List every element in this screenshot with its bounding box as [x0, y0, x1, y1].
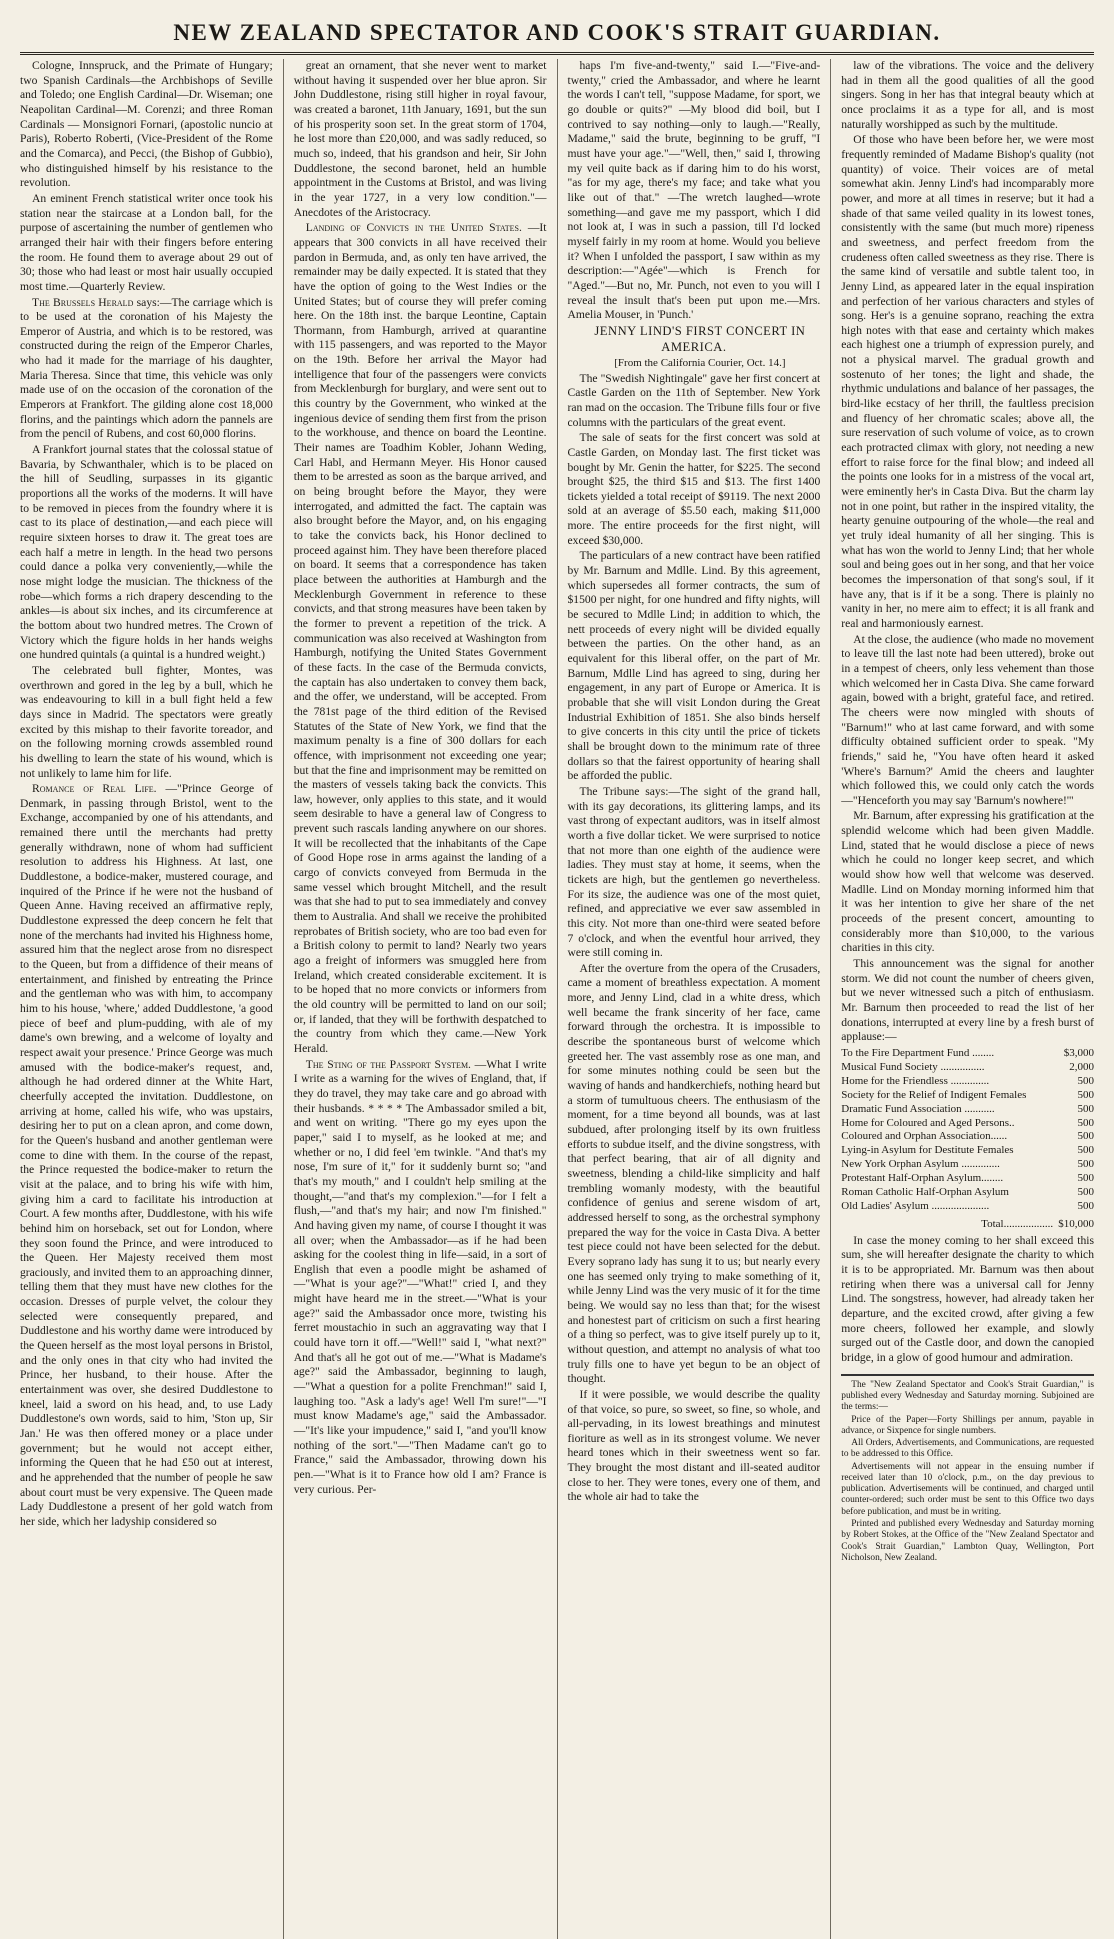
paragraph-heading: The Brussels Herald	[32, 295, 134, 309]
article-credit: [From the California Courier, Oct. 14.]	[614, 356, 786, 369]
paragraph	[20, 664, 273, 781]
paragraph-text: The Tribune says:—The sight of the grand hall, with its gay decorations, its glittering lamps, and its vast throng of expectant auditors, was in itself almost worth a five dollar ticket. We were surprised to notice that not more than one eighth of the audience were ladies. They must stay at home, it seems, when the tickets are high, but the gentlemen go nevertheless. For its size, the audience was one of the most quiet, refined, and appreciative we ever saw assembled in this city. Not more than one-third were seated before 7 o'clock, and when the eventful hour arrived, they were still coming in.	[567, 784, 821, 960]
paragraph	[568, 785, 821, 961]
column-3	[557, 59, 821, 1939]
donation-row	[841, 1061, 1094, 1075]
paragraph-text: Of those who have been before her, we were most frequently reminded of Madame Bishop's quality (not quantity) of voice. Their voices are of metal somewhat akin. Jenny Lind's had incomparably more power, and more at all times in reserve; but it had a shade of that same veiled quality in its lowest tones, consistently with the same (but much more) ripeness and sweetness, and perfect freedom from the crudeness often called sweetness as they rise. There is the same kind of versatile and subtle talent too, in Jenny Lind, as appeared later in the equal inspiration and perfection of her various characters and styles of song. Her's is a genuine soprano, reaching the extra high notes with that ease and certainty which makes each highest one a triumph of expression purely, and not a physical marvel. The gradual growth and sostenuto of her tones; the light and shade, the rhythmic undulations and balance of her passages, the bird-like ecstacy of her thrill, the faultless precision and fluency of her chromatic scales; above all, the sure reservation of such volume of voice, as to crown each protracted climax with glory, not needing a new effort to raise force for the final blow; and indeed all the points one looks for in a mistress of the vocal art, were eminently her's in Casta Diva. But the charm lay not in one point, but rather in the inspired vitality, the hearty genuine outpouring of the whole—the real and yet truly ideal humanity of all her singing. This is what has won the world to Jenny Lind; that her whole soul and being goes out in her song, and that her voice becomes the impersonation of that song's soul, if it have any, that is if it be a song. There is plainly no vanity in her, no mere aim to effect; it is all frank and real and harmoniously earnest.	[841, 133, 1094, 630]
donation-amount: 500	[1077, 1158, 1094, 1171]
column-4	[830, 59, 1094, 1939]
column-2	[283, 59, 547, 1939]
donation-row	[841, 1158, 1094, 1172]
donation-name: Dramatic Fund Association ...........	[841, 1102, 995, 1115]
columns	[20, 59, 1094, 1939]
paragraph-heading: The Sting of the Passport System.	[305, 1057, 471, 1071]
column-4-articles	[841, 59, 1094, 1045]
donation-row	[841, 1144, 1094, 1158]
paragraph-text: At the close, the audience (who made no movement to leave till the last note had been uttered), broke out in a tempest of cheers, only less vehement than those which welcomed her in Casta Diva. She came forward again, bowed with a bright, grateful face, and retired. The cheers were now mingled with shouts of "Barnum!" who at last came forward, and with some difficulty obtained sufficient order to speak. "My friends," said he, "You have often heard it asked 'Where's Barnum?' Amid the cheers and laughter which followed this, we could only catch the words—"Henceforth you may say 'Barnum's nowhere!'"	[841, 632, 1094, 807]
donation-row	[841, 1130, 1094, 1144]
donation-amount: 500	[1077, 1116, 1094, 1129]
paragraph	[568, 59, 821, 323]
donation-name: Roman Catholic Half-Orphan Asylum	[841, 1186, 1009, 1199]
masthead: NEW ZEALAND SPECTATOR AND COOK'S STRAIT GUARDIAN.	[173, 20, 941, 45]
donation-name: Protestant Half-Orphan Asylum........	[841, 1172, 1004, 1185]
donation-name: Old Ladies' Asylum .....................	[841, 1199, 990, 1212]
donation-amount: 500	[1077, 1199, 1094, 1212]
donation-row	[841, 1200, 1094, 1214]
notice-line: Advertisements will not appear in the ensuing number if received later than 10 o'clock, p.m., on the day previous to publication. Advertisements will be continued, and charged until counter-ordered; such order must be sent to this Office two days before publication, and must be in writing.	[841, 1461, 1094, 1517]
paragraph	[841, 133, 1094, 631]
donation-amount: 500	[1077, 1144, 1094, 1157]
donation-row	[841, 1089, 1094, 1103]
paragraph	[568, 549, 821, 784]
paragraph-text: After the overture from the opera of the Crusaders, came a moment of breathless expectation. A moment more, and Jenny Lind, clad in a white dress, which well became the frank sincerity of her face, came forward through the orchestra. It is impossible to describe the spontaneous burst of welcome which greeted her. The vast assembly rose as one man, and for some minutes nothing could be seen but the waving of hands and handkerchiefs, nothing heard but a storm of tumultuous cheers. The enthusiasm of the moment, for a time beyond all bounds, was at last subdued, after prolonging itself by its own fruitless efforts to subdue itself, and the divine songstress, with that perfect bearing, that air of all dignity and sweetness, blending a child-like simplicity and half trembling womanly modesty, with the beautiful confidence of genius and serene wisdom of art, addressed herself to song, as the orchestral symphony prepared the way for the voice in Casta Diva. A better test piece could not have been selected for the debut. Every soprano lady has sung it to us; but nearly every one has seemed only trying to make something of it, while Jenny Lind was the very music of it for the time being. We would say no less than that; for the wisest and honestest part of criticism on such a first hearing of a thing so perfect, was to give itself purely up to it, without question, and attempt no analysis of what too truly fills one to have yet begun to be an object of thought.	[567, 961, 821, 1386]
donation-amount: $3,000	[1063, 1046, 1094, 1059]
paragraph-text: This announcement was the signal for another storm. We did not count the number of cheers given, but we never witnessed such a pitch of enthusiasm. Mr. Barnum then proceeded to read the list of her donations, interrupted at every line by a fresh burst of applause:—	[841, 957, 1094, 1044]
paragraph-text: The "Swedish Nightingale" gave her first concert at Castle Garden on the 11th of September. New York ran mad on the occasion. The Tribune fills four or five columns with the particulars of the great event.	[567, 371, 821, 429]
notice-line: Printed and published every Wednesday and Saturday morning by Robert Stokes, at the Office of the "New Zealand Spectator and Cook's Strait Guardian," Lambton Quay, Wellington, Port Nicholson, New Zealand.	[841, 1519, 1094, 1563]
paragraph-text: —"Prince George of Denmark, in passing through Bristol, went to the Exchange, accompanied by one of his attendants, and remained there until the merchants had pretty generally withdrawn, none of whom had sufficient resolution to address his Highness. At last, one Duddlestone, a bodice-maker, mustered courage, and inquired of the Prince if he were not the husband of Queen Anne. Having received an affirmative reply, Duddlestone expressed the deep concern he felt that none of the merchants had invited his Highness home, assured him that the neglect arose from no disrespect to the Queen, but from a diffidence of their means of entertainment, and finished by entreating the Prince and the gentleman who was with him, to accompany him to his house, 'where,' added Duddlestone, 'a good piece of beef and plum-pudding, with ale of my dame's own brewing, and a welcome of loyalty and respect await your presence.' Prince George was much amused with the bodice-maker's request, and, although he had ordered dinner at the White Hart, cheerfully accepted the invitation. Duddlestone, on arriving at home, called his wife, who was upstairs, desiring her to put on a clean apron, and come down, for the Queen's husband and another gentleman were come to dine with them. In the course of the repast, the Prince requested the bodice-maker to return the visit at the palace, and to bring his wife with him, giving him a card to facilitate his introduction at Court. A few months after, Duddlestone, with his wife behind him on horseback, set out for London, where they soon found the Prince, and were introduced to the Queen. Her Majesty received them most graciously, and invited them to an approaching dinner, telling them that they must have new clothes for the occasion. Dresses of purple velvet, the colour they selected were consequently prepared, and Duddlestone and his worthy dame were introduced by the Queen herself as the most loyal persons in Bristol, and the only ones in that city who had invited the Prince, her husband, to their house. After the entertainment was over, she desired Duddlestone to kneel, laid a sword on his head, and, to use Lady Duddlestone's own words, said to him, 'Ston up, Sir Jan.' He was then offered money or a place under government; but he would not accept either, informing the Queen that he had £50 out at interest, and he apprehended that the number of people he saw about court must be very expensive. The Queen made Lady Duddlestone a present of her gold watch from her side, which her ladyship considered so	[20, 782, 273, 1528]
paragraph-heading: Landing of Convicts in the United States.	[305, 221, 522, 235]
paragraph	[841, 633, 1094, 809]
donation-amount: 2,000	[1069, 1060, 1094, 1073]
paragraph-text: haps I'm five-and-twenty," said I.—"Five-and-twenty," cried the Ambassador, and where he learnt the words I can't tell, "suppose Madame, for sport, we go double or quits?" —My blood did boil, but I contrived to say nothing—only to laugh.—"Really, Madame," said the brute, beginning to be gruff, "I must have your age."—"Well, then," said I, throwing my veil quite back as if daring him to do his worst, "as for my age, there's my face; and take what you like out of that." —The wretch laughed—wrote something—and gave me my passport, which I did not look at, I was in such a passion, till I'd locked myself fairly in my room at home. Would you believe it? When I unfolded the passport, I saw within as my description:—"Agée"—which is French for "Aged."—But no, Mr. Punch, not even to you will I reveal the insult that's been put upon me.—Mrs. Amelia Mouser, in 'Punch.'	[567, 59, 821, 322]
donation-row	[841, 1172, 1094, 1186]
paragraph-text: The particulars of a new contract have been ratified by Mr. Barnum and Mdlle. Lind. By this agreement, which supersedes all former contracts, the sum of $1500 per night, for one hundred and fifty nights, will be secured to Mdlle Lind; in addition to which, the nett proceeds of every night will be divided equally between the parties. On the other hand, as an equivalent for this liberal offer, on the part of Mr. Barnum, Mdlle Lind has agreed to sing, during her engagement, in any part of Europe or America. It is probable that she will visit London during the Great Industrial Exhibition of 1851. She also binds herself to give concerts in this city until the price of tickets shall be brought down to the minimum rate of three dollars so that the fairest opportunity of hearing shall be afforded the public.	[567, 549, 821, 783]
donation-name: Society for the Relief of Indigent Females	[841, 1088, 1027, 1101]
paragraph	[20, 192, 273, 295]
donation-name: Coloured and Orphan Association......	[841, 1130, 1008, 1143]
donation-row	[841, 1047, 1094, 1061]
paragraph-text: If it were possible, we would describe the quality of that voice, so pure, so sweet, so fine, so whole, and all-pervading, in its lowest breathings and minutest fioriture as well as in its strongest volume. We never heard tones which in their sweetness went so far. They brought the most distant and ill-seated auditor close to her. They were tones, every one of them, and the whole air had to take the	[567, 1387, 821, 1504]
paragraph-text: law of the vibrations. The voice and the delivery had in them all the good qualities of all the good singers. Song in her has that integral beauty which at once proclaims it as a type for all, and is most naturally worshipped as such by the multitude.	[841, 59, 1094, 131]
donation-total-amount: $10,000	[1058, 1217, 1094, 1230]
paragraph-text: Mr. Barnum, after expressing his gratification at the splendid welcome which had been given Maddle. Lind, stated that he would disclose a piece of news which he could no longer keep secret, and which would show how well that welcome was deserved. Madlle. Lind on Monday morning informed him that it was her intention to give her share of the net proceeds of the present concert, amounting to considerably more than $10,000, to the various charities in this city.	[841, 809, 1094, 955]
paragraph	[568, 1388, 821, 1505]
paragraph	[20, 443, 273, 663]
donation-name: Home for Coloured and Aged Persons..	[841, 1116, 1015, 1129]
paragraph-text: The sale of seats for the first concert was sold at Castle Garden, on Monday last. The first ticket was bought by Mr. Genin the hatter, for $225. The second brought $25, the third $15 and $13. The first 1400 tickets yielded a total receipt of $9119. The next 2000 sold at an average of $5.50 each, making $11,000 more. The entire proceeds for the first night, will exceed $30,000.	[567, 431, 821, 547]
donation-amount: 500	[1077, 1074, 1094, 1087]
donation-amount: 500	[1077, 1130, 1094, 1143]
column-1	[20, 59, 273, 1939]
paragraph-text: —What I write I write as a warning for the wives of England, that, if they do travel, they may take care and go abroad with their husbands. * * * * The Ambassador smiled a bit, and went on writing. "There go my eyes upon the paper," said I to myself, as he looked at me; and whether or no, I did feel 'em twinkle. "And that's my nose, I'm sure of it," for it suddenly burnt so; "and that's my mouth," and I couldn't help smiling at the thought,—"and that's my complexion."—for I felt a flush,—"and that's my hair; and now I'm finished." And having given my name, of course I thought it was all over; when the Ambassador—as if he had been asking for the coolest thing in life—said, in a sort of English that even a poodle might be ashamed of—"What is your age?"—"What!" cried I, and they might have heard me in the street.—"What is your age?" said the Ambassador once more, twisting his ferret moustachio in such an aggravating way that I could have torn it off.—"Well!" said I, "what next?" And that's all he got out of me.—"What is Madame's age?" said the Ambassador, beginning to laugh,—"What a question for a polite Frenchman!" said I, laughing too. "Ask a lady's age! Well I'm sure!"—"I must know Madame's age," said the Ambassador.—"It's like your impudence," said I, "and you'll know nothing of the sort."—"Then Madame can't go to France," said the Ambassador, throwing down his pen.—"What is it to France how old I am? France is very curious. Per-	[293, 1057, 547, 1496]
paragraph	[841, 59, 1094, 132]
article-title: JENNY LIND'S FIRST CONCERT IN AMERICA.	[594, 323, 806, 354]
donation-name: New York Orphan Asylum ..............	[841, 1158, 1000, 1171]
donation-name: Musical Fund Society ................	[841, 1060, 985, 1073]
paragraph-heading: Romance of Real Life.	[32, 782, 157, 796]
donation-row	[841, 1117, 1094, 1131]
paragraph	[20, 296, 273, 443]
donation-amount: 500	[1077, 1088, 1094, 1101]
paragraph	[841, 957, 1094, 1045]
notice-line: The "New Zealand Spectator and Cook's Strait Guardian," is published every Wednesday and Saturday morning. Subjoined are the terms:—	[841, 1379, 1094, 1413]
paragraph-text: In case the money coming to her shall exceed this sum, she will hereafter designate the charity to which it is to be appropriated. Mr. Barnum was then about retiring when there was a universal call for Jenny Lind. The songstress, however, had already taken her departure, and the excited crowd, after giving a few more cheers, followed her example, and slowly surged out of the Castle door, and down the canopied bridge, in a glow of good humour and admiration.	[841, 1233, 1094, 1364]
donation-total-row	[841, 1214, 1094, 1232]
paragraph-text: An eminent French statistical writer once took his station near the staircase at a London ball, for the purpose of ascertaining the number of gentlemen who arranged their hair with their fingers before entering the room. He found them to average about 29 out of 30; those who had least or most hair usually occupied most time.—Quarterly Review.	[20, 191, 273, 293]
paragraph	[294, 221, 547, 1056]
donation-row	[841, 1186, 1094, 1200]
donation-total-label: Total..................	[981, 1217, 1054, 1230]
notice-line: Price of the Paper—Forty Shillings per annum, payable in advance, or Sixpence for single numbers.	[841, 1414, 1094, 1436]
paragraph	[568, 431, 821, 548]
paragraph	[841, 1234, 1094, 1366]
donation-amount: 500	[1077, 1186, 1094, 1199]
paragraph	[20, 782, 273, 1529]
column-4-after	[841, 1234, 1094, 1366]
paragraph	[841, 809, 1094, 956]
donation-row	[841, 1075, 1094, 1089]
paragraph-text: Cologne, Innspruck, and the Primate of Hungary; two Spanish Cardinals—the Archbishops of Seville and Toledo; one English Cardinal—Dr. Wiseman; one Neapolitan Cardinal—M. Corenzi; and three Roman Cardinals — Monsignori Fornari, (apostolic nuncio at Paris), Roberto Roberti, (Vice-President of the Rome and the Comarca), and Pecci, (the Bishop of Gubbio), who distinguished himself by his resistance to the revolution.	[20, 59, 273, 190]
paragraph-text: great an ornament, that she never went to market without having it suspended over her blue apron. Sir John Duddlestone, rising still higher in royal favour, was created a baronet, 11th January, 1691, but the sun of his prosperity soon set. In the great storm of 1704, he lost more than £20,000, and was sadly reduced, so much so, indeed, that his grandson and heir, Sir John Duddlestone, the second baronet, held an humble appointment in the Customs at Bristol, and was living in the year 1727, in a very low condition."—Anecdotes of the Aristocracy.	[293, 59, 547, 219]
paragraph	[20, 59, 273, 191]
paragraph	[294, 59, 547, 220]
donation-name: Home for the Friendless ..............	[841, 1074, 990, 1087]
notice-line: All Orders, Advertisements, and Communications, are requested to be addressed to this Office.	[841, 1438, 1094, 1460]
publication-notice	[841, 1374, 1094, 1565]
paragraph	[568, 372, 821, 431]
donation-name: Lying-in Asylum for Destitute Females	[841, 1144, 1014, 1157]
paragraph	[568, 962, 821, 1387]
donation-name: To the Fire Department Fund ........	[841, 1046, 995, 1059]
paragraph	[294, 1058, 547, 1498]
donation-amount: 500	[1077, 1102, 1094, 1115]
donations-table	[841, 1047, 1094, 1232]
paragraph-text: —It appears that 300 convicts in all have received their pardon in Bermuda, and, as only ten have arrived, the remainder may be daily expected. It is stated that they have the option of going to the West Indies or the United States; but of course they will prefer coming here. On the 18th inst. the barque Leontine, Captain Thormann, from Hamburgh, arrived at quarantine with 115 passengers, and was reported to the Mayor on the 19th. Before her arrival the Mayor had intelligence that four of the passengers were convicts from Mecklenburgh for burglary, and were sent out to this country by the Government, who winked at the ingenious device of sending them first from the prison to the workhouse, and thence on board the Leontine. Their names are Toadhim Kobler, Johann Weding, Carl Habl, and Hermann Meyer. His Honor caused them to be arrested as soon as the barque arrived, and on being brought before the Mayor, they were interrogated, and admitted the fact. The captain was also brought before the Mayor, and, on his engaging to take the convicts back, his Honor declined to proceed against him. They have been therefore placed on board. It seems that a correspondence has taken place between the authorities at Hamburgh and the Mecklenburgh Government in reference to these convicts, and that strong measures have been taken by the former to prevent a repetition of the trick. A communication was also received at Washington from Hamburgh, notifying the United States Government of these facts. In the case of the Bermuda convicts, the captain has also undertaken to convey them back, and the offer, we understand, will be accepted. From the 781st page of the third edition of the Revised Statutes of the State of New York, we find that the maximum penalty is a fine of 300 dollars for each offence, with imprisonment not exceeding one year; but that the fine and imprisonment may be remitted on the masters of vessels taking back the convicts. This law, however, only applies to this state, and it would seem desirable to have a general law of Congress to prevent such rascals landing anywhere on our shores. It will be recollected that the inhabitants of the Cape of Good Hope rose in arms against the landing of a cargo of convicts conveyed from Bermuda in the same vessel which brought Mitchell, and the result was that she had to put to sea immediately and convey them to Australia. And shall we receive the prohibited reprobates of British society, who are too bad even for a British colony to permit to land? Nearly two years ago a freight of informers was smuggled here from Ireland, which created considerable excitement. It is to be hoped that no more convicts or informers from the old country will be permitted to land on our soil; or, if landed, that they will be forthwith despatched to the country from which they came.—New York Herald.	[293, 221, 547, 1055]
paragraph-text: A Frankfort journal states that the colossal statue of Bavaria, by Schwanthaler, which is to be placed on the hill of Seudling, surpasses in its gigantic proportions all the works of the moderns. It will have to be removed in pieces from the foundry where it is cast to its place of destination,—and each piece will require sixteen horses to draw it. The great toes are each half a metre in length. In the head two persons could dance a polka very conveniently,—while the nose might lodge the musician. The thickness of the robe—which forms a rich drapery descending to the ankles—is about six inches, and its circumference at the bottom about two hundred metres. The Crown of Victory which the figure holds in her hands weighs one hundred quintals (a quintal is a hundred weight.)	[20, 443, 273, 662]
donation-row	[841, 1103, 1094, 1117]
donation-amount: 500	[1077, 1172, 1094, 1185]
paragraph-text: The celebrated bull fighter, Montes, was overthrown and gored in the leg by a bull, which he was endeavouring to kill in a bull fight held a few days since in Madrid. The spectators were greatly excited by this mishap to their favorite toreador, and on the following morning crowds assembled round his dwelling to learn the state of his wound, which is not unlikely to lame him for life.	[20, 663, 273, 780]
paragraph-text: says:—The carriage which is to be used at the coronation of his Majesty the Emperor of Austria, and which is to be restored, was constructed during the reign of the Emperor Charles, who had it made for the marriage of his daughter, Maria Theresa. Since that time, this vehicle was only made use of on the occasion of the coronation of the Emperors at Frankfort. The gilding alone cost 18,000 florins, and the paintings which adorn the pannels are from the pencil of Rubens, and cost 60,000 florins.	[20, 295, 273, 441]
masthead-rule	[20, 52, 1094, 55]
